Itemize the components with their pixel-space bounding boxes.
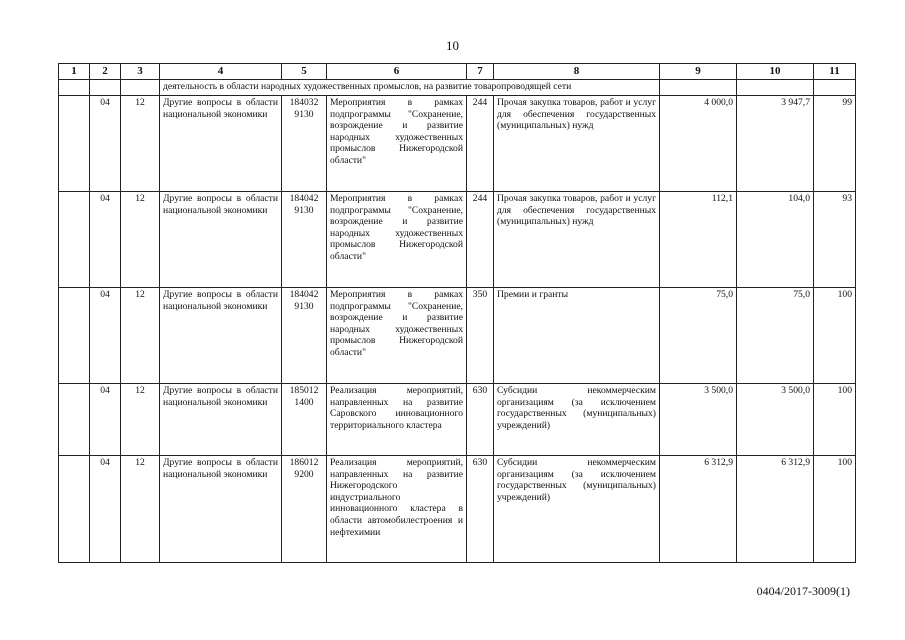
cell-measure: Реализация мероприятий, направленных на развитие Саровского инновационного территориального кластера bbox=[327, 384, 467, 456]
cell-planned: 75,0 bbox=[660, 288, 737, 384]
cell-actual: 104,0 bbox=[737, 192, 814, 288]
cell-planned: 6 312,9 bbox=[660, 456, 737, 563]
cell-expense-name: Премии и гранты bbox=[494, 288, 660, 384]
cell-description: Другие вопросы в области национальной экономики bbox=[160, 456, 282, 563]
table-row bbox=[59, 96, 856, 192]
cell-section: 04 bbox=[90, 456, 121, 563]
cell-expense-type: 350 bbox=[467, 288, 494, 384]
col-header: 7 bbox=[467, 64, 494, 80]
col-header: 6 bbox=[327, 64, 467, 80]
cell-percent: 93 bbox=[814, 192, 856, 288]
cell-subsection: 12 bbox=[121, 96, 160, 192]
cell-section: 04 bbox=[90, 96, 121, 192]
cell-actual: 3 500,0 bbox=[737, 384, 814, 456]
col-header: 2 bbox=[90, 64, 121, 80]
document-code: 0404/2017-3009(1) bbox=[756, 584, 850, 598]
table-row bbox=[59, 192, 856, 288]
cell-subsection: 12 bbox=[121, 456, 160, 563]
col-header: 3 bbox=[121, 64, 160, 80]
section-text: деятельность в области народных художественных промыслов, на развитие товаропроводящей сети bbox=[160, 80, 660, 96]
cell-planned: 112,1 bbox=[660, 192, 737, 288]
cell-target-code: 184042 9130 bbox=[282, 192, 327, 288]
cell-target-code: 184042 9130 bbox=[282, 288, 327, 384]
cell-measure: Мероприятия в рамках подпрограммы "Сохранение, возрождение и развитие народных художественных промыслов Нижегородской области" bbox=[327, 192, 467, 288]
cell-measure: Реализация мероприятий, направленных на развитие Нижегородского индустриального инновационного кластера в области автомобилестроения и нефтехимии bbox=[327, 456, 467, 563]
section-row bbox=[59, 80, 856, 96]
page-number: 10 bbox=[446, 38, 459, 53]
header-row bbox=[59, 64, 856, 80]
cell-target-code: 184032 9130 bbox=[282, 96, 327, 192]
col-header: 1 bbox=[59, 64, 90, 80]
cell-expense-name: Субсидии некоммерческим организациям (за исключением государственных (муниципальных) учреждений) bbox=[494, 384, 660, 456]
cell-description: Другие вопросы в области национальной экономики bbox=[160, 384, 282, 456]
col-header: 5 bbox=[282, 64, 327, 80]
cell-section: 04 bbox=[90, 192, 121, 288]
cell-planned: 4 000,0 bbox=[660, 96, 737, 192]
cell-measure: Мероприятия в рамках подпрограммы "Сохранение, возрождение и развитие народных художественных промыслов Нижегородской области" bbox=[327, 96, 467, 192]
col-header: 10 bbox=[737, 64, 814, 80]
cell-actual: 3 947,7 bbox=[737, 96, 814, 192]
cell-planned: 3 500,0 bbox=[660, 384, 737, 456]
cell-description: Другие вопросы в области национальной экономики bbox=[160, 288, 282, 384]
cell-percent: 100 bbox=[814, 456, 856, 563]
col-header: 11 bbox=[814, 64, 856, 80]
cell-subsection: 12 bbox=[121, 384, 160, 456]
table-row bbox=[59, 456, 856, 563]
cell-target-code: 185012 1400 bbox=[282, 384, 327, 456]
cell-percent: 100 bbox=[814, 288, 856, 384]
cell-expense-name: Субсидии некоммерческим организациям (за исключением государственных (муниципальных) учреждений) bbox=[494, 456, 660, 563]
cell-actual: 75,0 bbox=[737, 288, 814, 384]
table-row bbox=[59, 384, 856, 456]
cell-expense-type: 630 bbox=[467, 456, 494, 563]
cell-description: Другие вопросы в области национальной экономики bbox=[160, 96, 282, 192]
cell-section: 04 bbox=[90, 384, 121, 456]
cell-expense-name: Прочая закупка товаров, работ и услуг для обеспечения государственных (муниципальных) нужд bbox=[494, 192, 660, 288]
cell-expense-name: Прочая закупка товаров, работ и услуг для обеспечения государственных (муниципальных) нужд bbox=[494, 96, 660, 192]
col-header: 4 bbox=[160, 64, 282, 80]
cell-expense-type: 244 bbox=[467, 192, 494, 288]
budget-table bbox=[58, 63, 856, 563]
col-header: 9 bbox=[660, 64, 737, 80]
cell-target-code: 186012 9200 bbox=[282, 456, 327, 563]
cell-subsection: 12 bbox=[121, 288, 160, 384]
cell-expense-type: 244 bbox=[467, 96, 494, 192]
cell-percent: 100 bbox=[814, 384, 856, 456]
cell-section: 04 bbox=[90, 288, 121, 384]
cell-measure: Мероприятия в рамках подпрограммы "Сохранение, возрождение и развитие народных художественных промыслов Нижегородской области" bbox=[327, 288, 467, 384]
cell-percent: 99 bbox=[814, 96, 856, 192]
cell-subsection: 12 bbox=[121, 192, 160, 288]
cell-actual: 6 312,9 bbox=[737, 456, 814, 563]
cell-description: Другие вопросы в области национальной экономики bbox=[160, 192, 282, 288]
cell-expense-type: 630 bbox=[467, 384, 494, 456]
col-header: 8 bbox=[494, 64, 660, 80]
table-row bbox=[59, 288, 856, 384]
